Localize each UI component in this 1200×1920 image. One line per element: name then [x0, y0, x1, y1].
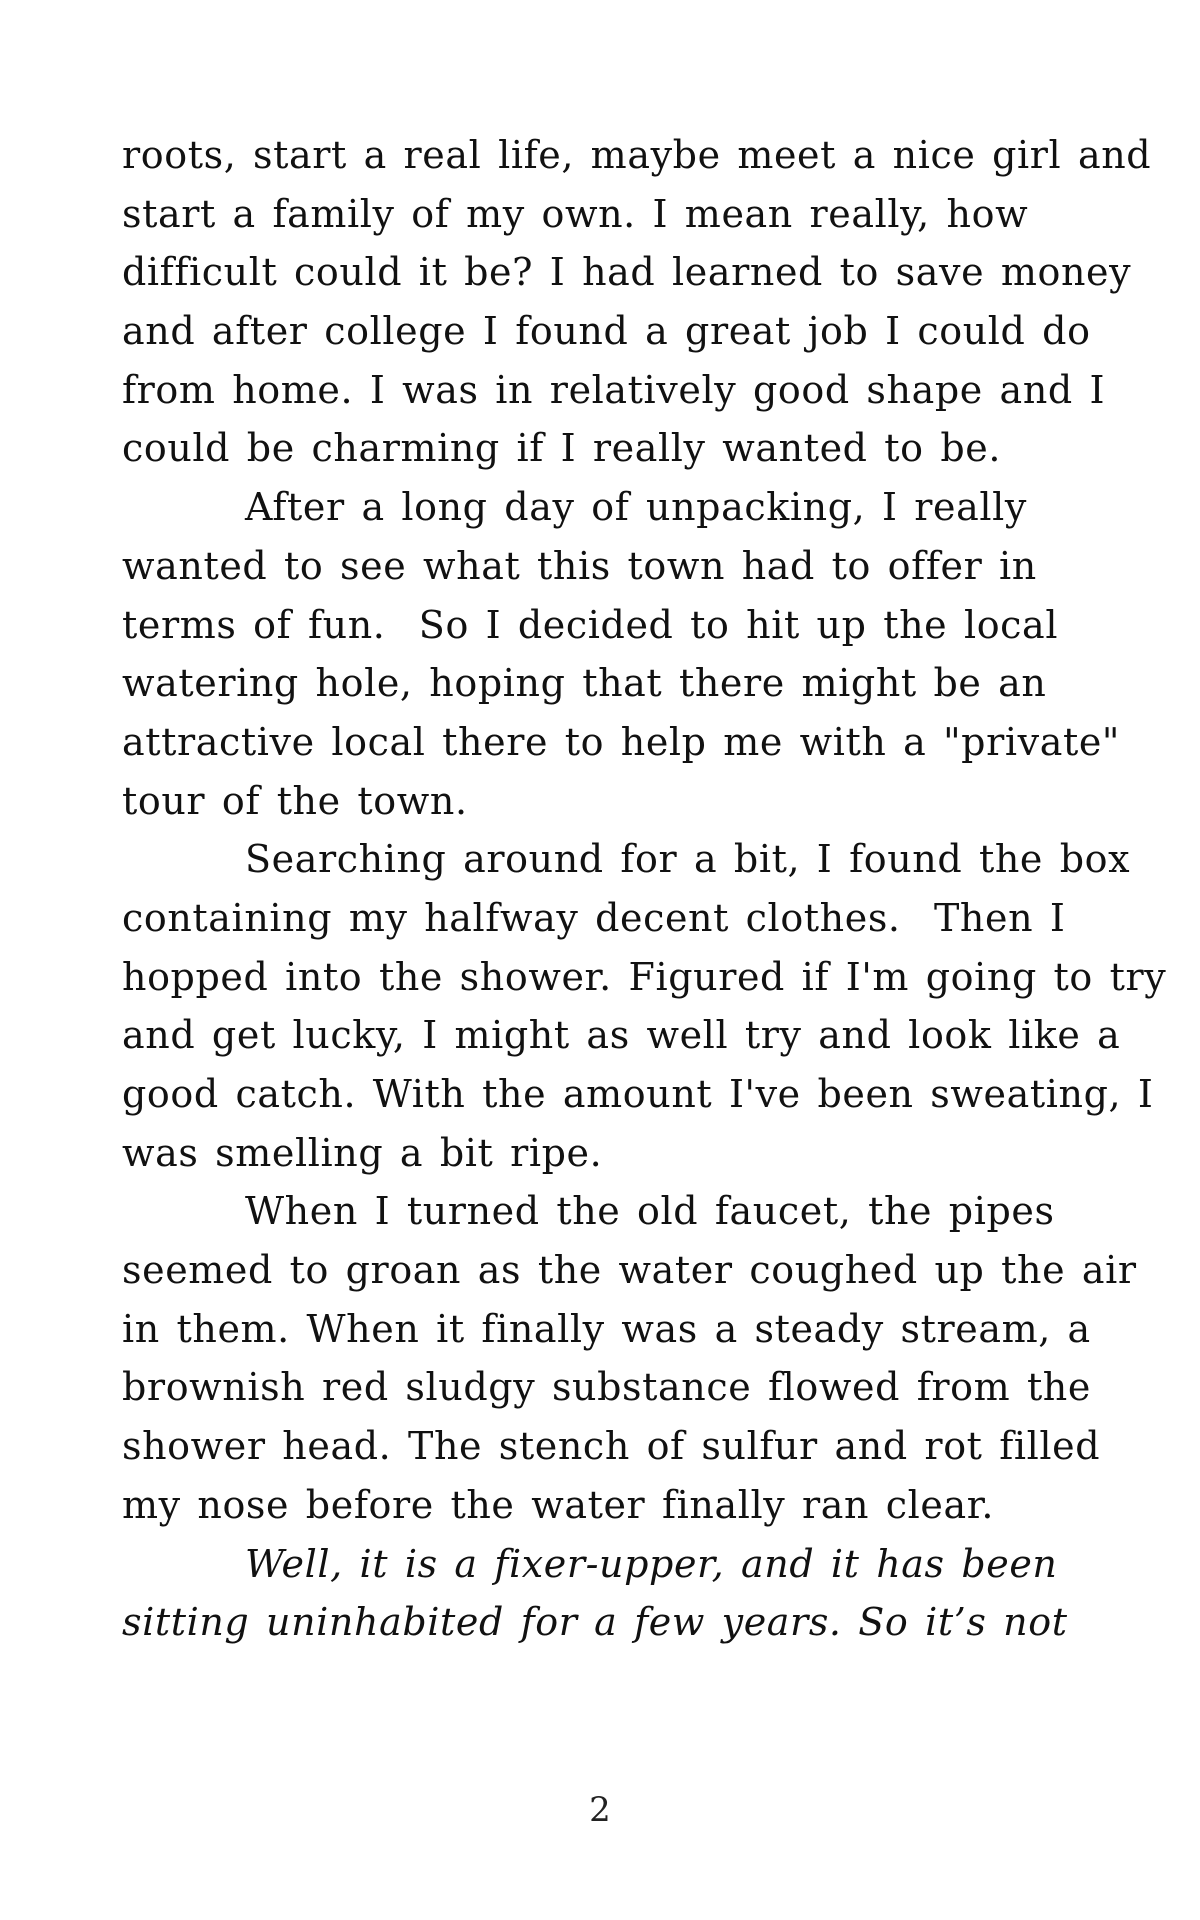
text-line: After a long day of unpacking, I really — [245, 485, 1027, 530]
text-line: hopped into the shower. Figured if I'm going to try — [122, 954, 1167, 999]
text-line: difficult could it be? I had learned to save money — [122, 250, 1132, 295]
text-line: terms of fun. So I decided to hit up the local — [122, 602, 1059, 647]
text-line: and get lucky, I might as well try and look like a — [122, 1013, 1121, 1058]
text-line: tour of the town. — [122, 778, 468, 823]
text-line: roots, start a real life, maybe meet a nice girl and — [122, 133, 1152, 177]
text-line: shower head. The stench of sulfur and rot filled — [122, 1424, 1101, 1469]
text-line: could be charming if I really wanted to be. — [122, 426, 1002, 471]
text-line: attractive local there to help me with a "private" — [122, 719, 1120, 764]
text-line: watering hole, hoping that there might be an — [122, 661, 1047, 706]
text-line: Well, it is a fixer-upper, and it has been — [245, 1541, 1058, 1586]
paragraph — [122, 126, 1152, 478]
text-line: wanted to see what this town had to offer in — [122, 543, 1037, 588]
text-line: my nose before the water finally ran clear. — [122, 1482, 995, 1527]
text-line: sitting uninhabited for a few years. So it’s not — [122, 1600, 1068, 1645]
text-line: was smelling a bit ripe. — [122, 1130, 603, 1175]
text-line: Searching around for a bit, I found the box — [245, 837, 1131, 882]
body-text — [122, 126, 1167, 1652]
text-line: from home. I was in relatively good shape and I — [122, 367, 1106, 412]
text-line: When I turned the old faucet, the pipes — [245, 1189, 1055, 1234]
text-line: start a family of my own. I mean really, how — [122, 191, 1029, 236]
text-line: containing my halfway decent clothes. Then I — [122, 895, 1066, 940]
text-line: seemed to groan as the water coughed up the air — [122, 1248, 1137, 1293]
text-line: brownish red sludgy substance flowed from the — [122, 1365, 1091, 1410]
paragraph — [122, 478, 1120, 830]
text-line: in them. When it finally was a steady stream, a — [122, 1306, 1091, 1351]
italic-paragraph — [122, 1535, 1112, 1652]
paragraph — [122, 1182, 1137, 1534]
text-line: and after college I found a great job I could do — [122, 309, 1091, 354]
page-number: 2 — [589, 1790, 611, 1830]
text-line: good catch. With the amount I've been sweating, I — [122, 1072, 1154, 1116]
paragraph — [122, 830, 1167, 1182]
